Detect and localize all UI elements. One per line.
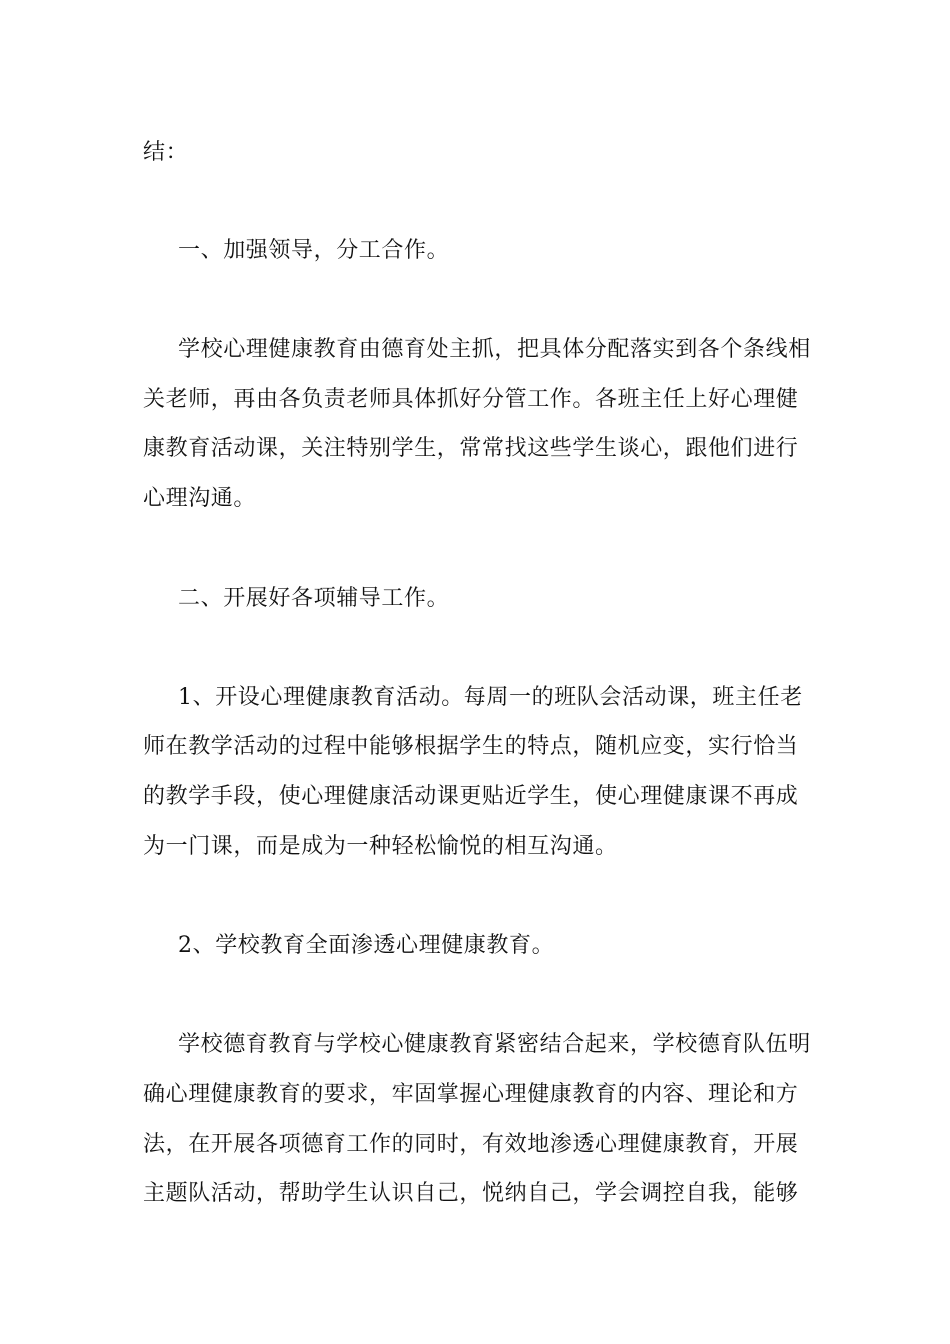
paragraph-1-line-3: 康教育活动课，关注特别学生，常常找这些学生谈心，跟他们进行 [143, 436, 799, 461]
paragraph-3-line-1: 学校德育教育与学校心健康教育紧密结合起来，学校德育队伍明 [178, 1032, 811, 1057]
paragraph-2-line-4: 为一门课，而是成为一种轻松愉悦的相互沟通。 [143, 834, 618, 859]
text-line-continuation: 结： [143, 140, 189, 165]
paragraph-2-line-2: 师在教学活动的过程中能够根据学生的特点，随机应变，实行恰当 [143, 734, 799, 759]
paragraph-1-line-4: 心理沟通。 [143, 486, 257, 511]
paragraph-2-line-1: 1、开设心理健康教育活动。每周一的班队会活动课，班主任老 [178, 685, 803, 710]
section-heading-1: 一、加强领导，分工合作。 [178, 238, 450, 263]
paragraph-3-line-4: 主题队活动，帮助学生认识自己，悦纳自己，学会调控自我，能够 [143, 1181, 799, 1206]
paragraph-2-line-3: 的教学手段，使心理健康活动课更贴近学生，使心理健康课不再成 [143, 784, 799, 809]
paragraph-1-line-1: 学校心理健康教育由德育处主抓，把具体分配落实到各个条线相 [178, 337, 811, 362]
paragraph-3-line-2: 确心理健康教育的要求，牢固掌握心理健康教育的内容、理论和方 [143, 1082, 799, 1107]
subsection-heading-2: 2、学校教育全面渗透心理健康教育。 [178, 933, 555, 958]
paragraph-3-line-3: 法，在开展各项德育工作的同时，有效地渗透心理健康教育，开展 [143, 1132, 799, 1157]
paragraph-1-line-2: 关老师，再由各负责老师具体抓好分管工作。各班主任上好心理健 [143, 387, 799, 412]
section-heading-2: 二、开展好各项辅导工作。 [178, 586, 450, 611]
